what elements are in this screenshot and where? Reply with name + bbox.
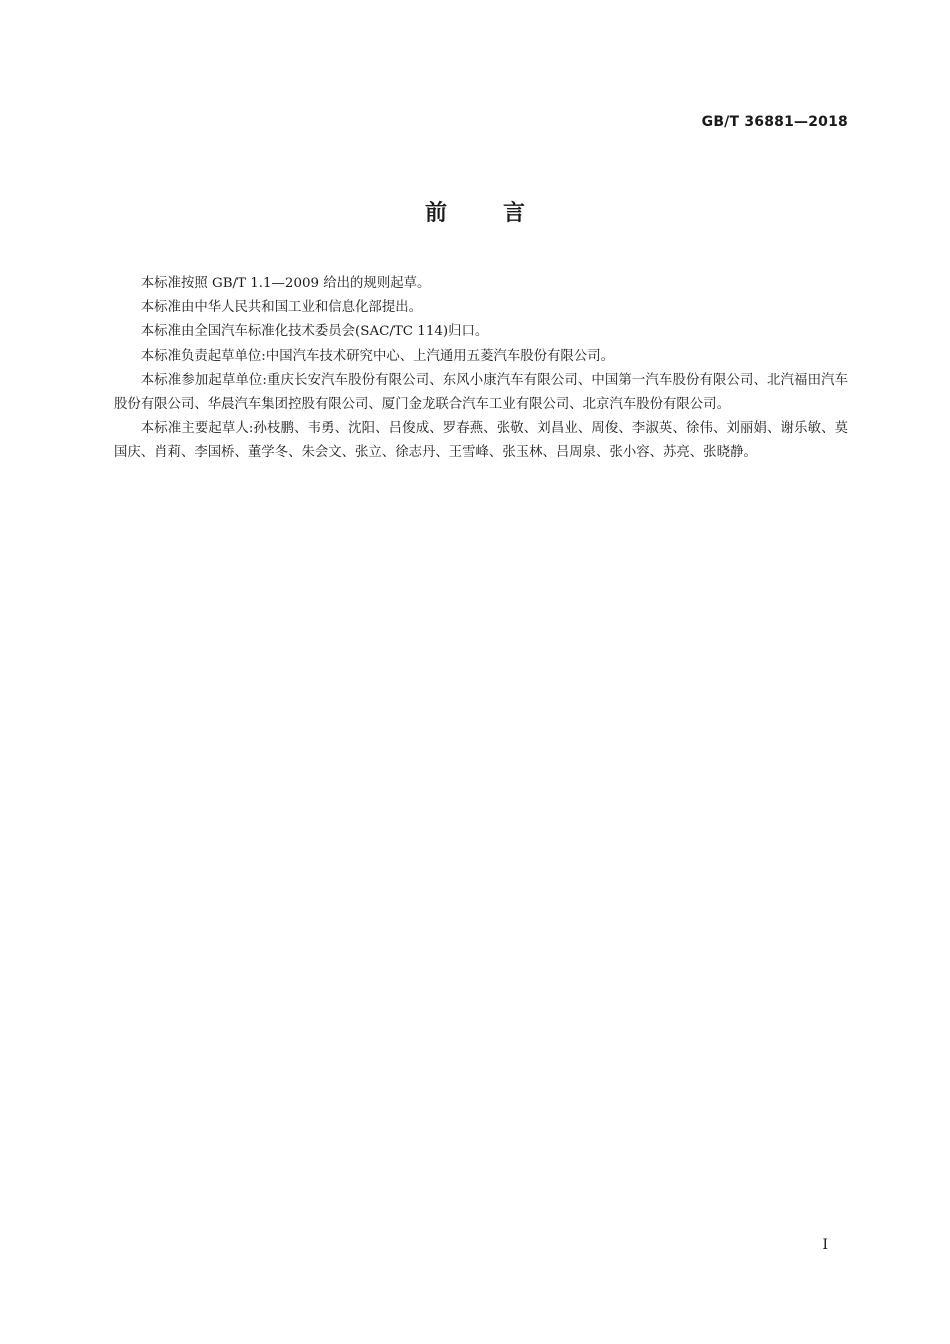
document-code: GB/T 36881—2018 [701,114,848,130]
paragraph-drafting-rules: 本标准按照 GB/T 1.1—2009 给出的规则起草。 [140,276,431,291]
paragraph-committee: 本标准由全国汽车标准化技术委员会(SAC/TC 114)归口。 [140,324,489,340]
page-title: 前言 [424,201,581,226]
page-number: I [822,1237,828,1253]
foreword-body [114,272,848,466]
paragraph-proposer: 本标准由中华人民共和国工业和信息化部提出。 [140,300,422,316]
paragraph-responsible-units: 本标准负责起草单位:中国汽车技术研究中心、上汽通用五菱汽车股份有限公司。 [140,348,614,364]
paragraph-main-drafters: 本标准主要起草人:孙枝鹏、韦勇、沈阳、吕俊成、罗春燕、张敬、刘昌业、周俊、李淑英、徐伟、刘丽娟、谢乐敏、莫国庆、肖莉、李国桥、董学冬、朱会文、张立、徐志丹、王雪峰、张玉林、吕周泉、张小容、苏亮、张晓静。 [114,421,848,461]
paragraph-participating-units: 本标准参加起草单位:重庆长安汽车股份有限公司、东风小康汽车有限公司、中国第一汽车股份有限公司、北汽福田汽车股份有限公司、华晨汽车集团控股有限公司、厦门金龙联合汽车工业有限公司、北京汽车股份有限公司。 [114,372,848,413]
